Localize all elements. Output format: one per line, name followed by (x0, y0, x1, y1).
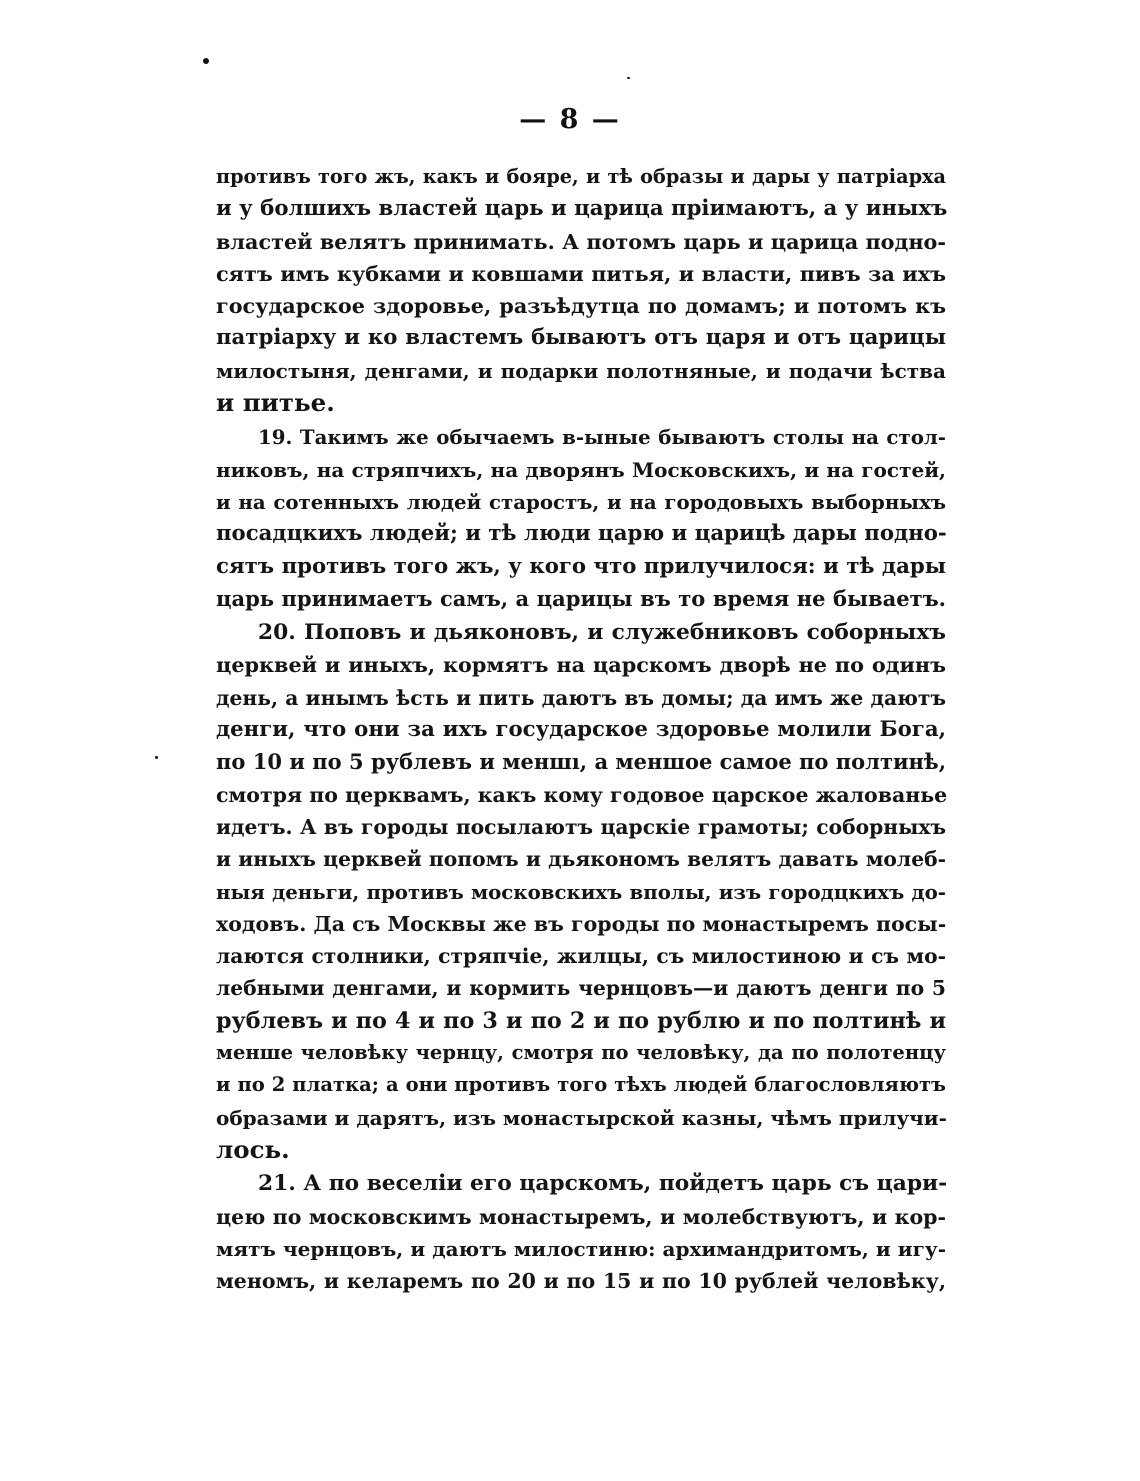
paragraph (216, 161, 946, 419)
text-line: посадцкихъ людей; и тѣ люди царю и царицѣ дары подно- (216, 521, 947, 547)
text-line: идетъ. А въ городы посылаютъ царскіе грамоты; соборныхъ (216, 814, 946, 839)
text-line: 21. А по веселіи его царскомъ, пойдетъ царь съ цари- (258, 1171, 948, 1197)
text-line: рублевъ и по 4 и по 3 и по 2 и по рублю и по полтинѣ и (216, 1007, 946, 1034)
text-line: день, а инымъ ѣсть и пить даютъ въ домы; да имъ же даютъ (216, 685, 946, 710)
paragraph (216, 617, 946, 1166)
ink-speck (627, 77, 630, 79)
text-line: лебными денгами, и кормить чернцовъ—и даютъ денги по 5 (216, 976, 946, 1001)
paragraph (216, 421, 946, 615)
text-line: образами и дарятъ, изъ монастырской казны, чѣмъ прилучи- (216, 1105, 947, 1130)
paragraph (216, 1168, 946, 1297)
text-line: и по 2 платка; а они противъ того тѣхъ людей благословляютъ (216, 1073, 946, 1097)
text-line: денги, что они за ихъ государское здоровье молили Бога, (216, 717, 946, 743)
text-line: и на сотенныхъ людей старостъ, и на городовыхъ выборныхъ (216, 489, 946, 514)
text-line: сятъ имъ кубками и ковшами питья, и власти, пивъ за ихъ (216, 261, 946, 286)
text-line: властей велятъ принимать. А потомъ царь и царица подно- (216, 229, 946, 254)
text-line: ныя деньги, противъ московскихъ вполы, изъ городцкихъ до- (216, 879, 946, 904)
text-line: патріарху и ко властемъ бываютъ отъ царя и отъ царицы (216, 325, 946, 351)
page-number: — 8 — (519, 104, 621, 135)
text-line: 19. Такимъ же обычаемъ в-ыные бываютъ столы на стол- (258, 425, 946, 450)
text-line: по 10 и по 5 рублевъ и меншı, а меншое самое по полтинѣ, (216, 749, 946, 775)
text-line: противъ того жъ, какъ и бояре, и тѣ образы и дары у патріарха (216, 165, 946, 188)
text-line: цею по московскимъ монастыремъ, и молебствуютъ, и кор- (216, 1204, 946, 1229)
text-line: 20. Поповъ и дьяконовъ, и служебниковъ соборныхъ (258, 620, 946, 646)
text-line: царь принимаетъ самъ, а царицы въ то время не бываетъ. (216, 585, 946, 611)
ink-speck (203, 58, 209, 64)
ink-speck (155, 756, 158, 759)
text-line: сятъ противъ того жъ, у кого что прилучилося: и тѣ дары (216, 553, 946, 579)
text-line: мятъ чернцовъ, и даютъ милостиню: архимандритомъ, и игу- (216, 1236, 946, 1261)
text-line: и иныхъ церквей попомъ и дьякономъ велятъ давать молеб- (216, 847, 946, 872)
text-line: менше человѣку чернцу, смотря по человѣку, да по полотенцу (216, 1041, 946, 1065)
body-text (216, 161, 946, 1297)
text-line: смотря по церквамъ, какъ кому годовое царское жалованье (216, 782, 948, 807)
text-line: церквей и иныхъ, кормятъ на царскомъ дворѣ не по одинъ (216, 653, 946, 678)
text-line: милостыня, денгами, и подарки полотняные, и подачи ѣства (216, 358, 946, 383)
text-line: никовъ, на стряпчихъ, на дворянъ Московскихъ, и на гостей, (216, 457, 946, 482)
text-line: ходовъ. Да съ Москвы же въ городы по монастыремъ посы- (216, 911, 947, 936)
text-line: и у болшихъ властей царь и царица пріимаютъ, а у иныхъ (216, 196, 948, 222)
text-line: и питье. (216, 388, 335, 418)
text-line: государское здоровье, разъѣдутца по домамъ; и потомъ къ (216, 294, 946, 319)
text-line: лаются столники, стряпчіе, жилцы, съ милостиною и съ мо- (216, 944, 946, 969)
text-line: лось. (216, 1134, 290, 1164)
text-line: меномъ, и келаремъ по 20 и по 15 и по 10 рублей человѣку, (216, 1269, 946, 1294)
